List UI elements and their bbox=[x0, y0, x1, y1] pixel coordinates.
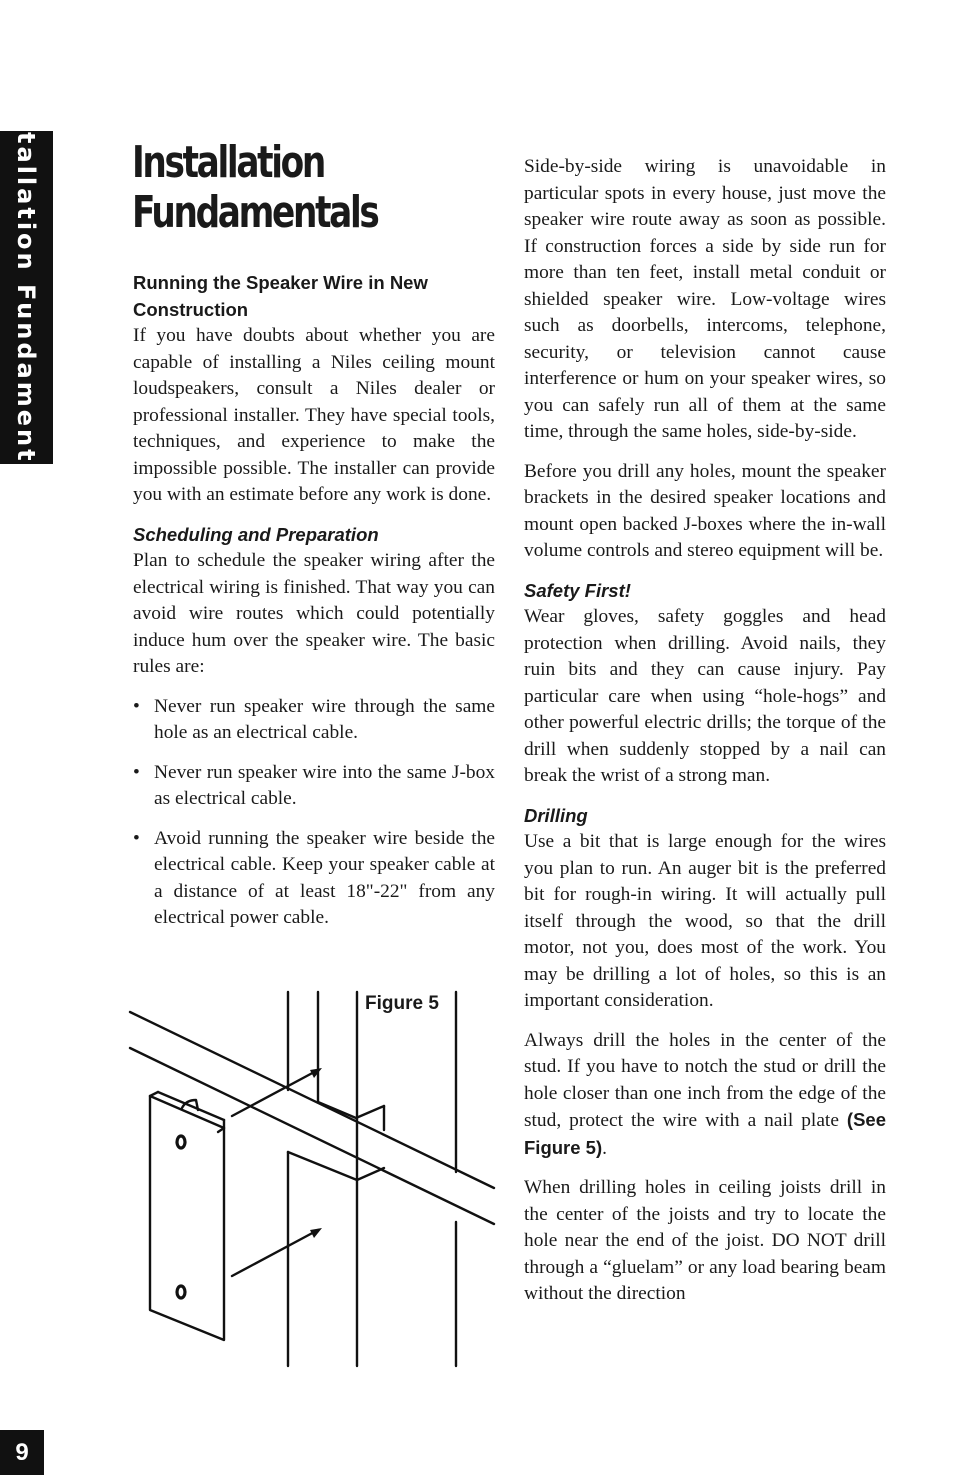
intro-paragraph: If you have doubts about whether you are capable of installing a Niles ceiling mount loudspeakers, consult a Niles dealer or professional installer. They have special tools, techniques, and experience to make the impossible possible. The installer can provide you with an estimate before any work is done. bbox=[133, 325, 495, 505]
section-heading-line2: Construction bbox=[133, 298, 249, 320]
figure-5 bbox=[128, 990, 496, 1368]
joists-paragraph: When drilling holes in ceiling joists drill in the center of the joists and try to locate the hole near the end of the joist. DO NOT drill through a “gluelam” or any load bearing beam without the direction bbox=[524, 1177, 886, 1304]
list-item-text: Never run speaker wire through the same hole as an electrical cable. bbox=[154, 695, 495, 743]
rules-list bbox=[133, 694, 495, 932]
list-item-text: Avoid running the speaker wire beside the electrical cable. Keep your speaker cable at a distance of at least 18"-22" from any electrical power cable. bbox=[154, 827, 495, 928]
scheduling-heading: Scheduling and Preparation bbox=[133, 523, 379, 545]
center-paragraph bbox=[524, 1028, 886, 1163]
page-title-line1: Installation bbox=[132, 137, 324, 188]
left-column bbox=[133, 270, 495, 945]
figure-label: Figure 5 bbox=[365, 993, 439, 1014]
section-heading bbox=[133, 270, 495, 323]
figure-reference: (See Figure 5) bbox=[524, 1109, 886, 1158]
side-tab-label: Installation Fundamentals bbox=[12, 82, 40, 512]
drilling-paragraph: Use a bit that is large enough for the wires you plan to run. An auger bit is the preferred bit for rough-in wiring. It will actually pull itself through the wood, so that the drill motor, not you, does most of the work. You may be drilling a lot of holes, so this is an important consideration. bbox=[524, 831, 886, 1011]
page-title-line2: Fundamentals bbox=[132, 187, 378, 238]
side-tab bbox=[0, 82, 53, 512]
bullet: • bbox=[133, 695, 140, 717]
list-item bbox=[133, 694, 495, 747]
page-number-box bbox=[0, 1430, 44, 1475]
before-drill-paragraph: Before you drill any holes, mount the speaker brackets in the desired speaker locations and mount open backed J-boxes where the in-wall volume controls and stereo equipment will be. bbox=[524, 460, 886, 561]
scheduling-paragraph: Plan to schedule the speaker wiring after the electrical wiring is finished. That way you can avoid wire routes which could potentially induce hum over the speaker wire. The basic rules are: bbox=[133, 550, 495, 677]
safety-heading: Safety First! bbox=[524, 579, 631, 601]
page-title bbox=[132, 138, 377, 238]
side-by-side-paragraph: Side-by-side wiring is unavoidable in particular spots in every house, just move the speaker wire route away as soon as possible. If construction forces a side by side run for more than ten feet, install metal conduit or shielded speaker wire. Low-voltage wires such as doorbells, intercoms, telephone, security, or television cannot cause interference or hum on your speaker wires, so you can safely run all of them at the same time, through the same holes, side-by-side. bbox=[524, 156, 886, 442]
list-item-text: Never run speaker wire into the same J-box as electrical cable. bbox=[154, 761, 495, 809]
list-item bbox=[133, 760, 495, 813]
list-item bbox=[133, 826, 495, 932]
right-column bbox=[524, 154, 886, 1308]
drilling-heading: Drilling bbox=[524, 804, 588, 826]
center-text: Always drill the holes in the center of the stud. If you have to notch the stud or drill the hole closer than one inch from the edge of the stud, protect the wire with a nail plate bbox=[524, 1029, 886, 1131]
stud-nail-plate-illustration bbox=[128, 990, 496, 1368]
section-heading-line1: Running the Speaker Wire in New bbox=[133, 272, 428, 293]
bullet: • bbox=[133, 761, 140, 783]
center-end: . bbox=[602, 1137, 607, 1159]
bullet: • bbox=[133, 827, 140, 849]
safety-paragraph: Wear gloves, safety goggles and head protection when drilling. Avoid nails, they ruin bits and they can cause injury. Pay particular care when using “hole-hogs” and other powerful electric drills; the torque of the drill when suddenly stopped by a nail can break the wrist of a strong man. bbox=[524, 606, 886, 786]
page-number: 9 bbox=[15, 1439, 29, 1466]
